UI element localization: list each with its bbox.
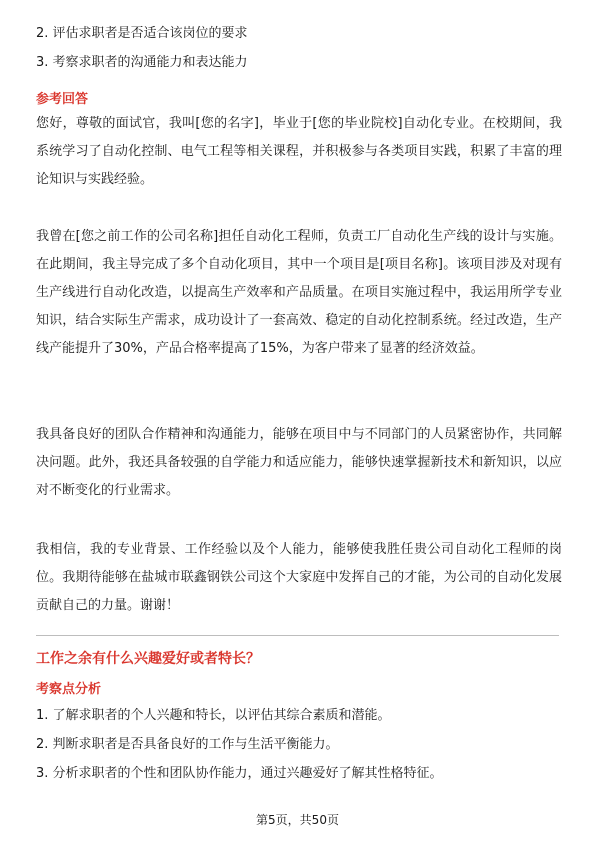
page-indicator: 第5页，共50页: [256, 813, 339, 827]
answer-paragraph-1: 您好，尊敬的面试官，我叫[您的名字]，毕业于[您的毕业院校]自动化专业。在校期间，我系统学习了自动化控制、电气工程等相关课程，并积极参与各类项目实践，积累了丰富的理论知识与实践经验。: [36, 116, 562, 187]
analysis-point-1: 1. 了解求职者的个人兴趣和特长，以评估其综合素质和潜能。: [36, 708, 391, 723]
question-title: 工作之余有什么兴趣爱好或者特长？: [36, 651, 260, 667]
prev-point-2: 2. 评估求职者是否适合该岗位的要求: [36, 26, 248, 41]
answer-paragraph-3: 我具备良好的团队合作精神和沟通能力，能够在项目中与不同部门的人员紧密协作，共同解决问题。此外，我还具备较强的自学能力和适应能力，能够快速掌握新技术和新知识，以应对不断变化的行业需求。: [36, 427, 562, 498]
analysis-point-2: 2. 判断求职者是否具备良好的工作与生活平衡能力。: [36, 737, 339, 752]
answer-label: 参考回答: [36, 92, 89, 107]
answer-paragraph-2: 我曾在[您之前工作的公司名称]担任自动化工程师，负责工厂自动化生产线的设计与实施。在此期间，我主导完成了多个自动化项目，其中一个项目是[项目名称]。该项目涉及对现有生产线进行自动化改造，以提高生产效率和产品质量。在项目实施过程中，我运用所学专业知识，结合实际生产需求，成功设计了一套高效、稳定的自动化控制系统。经过改造，生产线产能提升了30%，产品合格率提高了15%，为客户带来了显著的经济效益。: [36, 229, 562, 356]
analysis-point-3: 3. 分析求职者的个性和团队协作能力，通过兴趣爱好了解其性格特征。: [36, 766, 443, 781]
analysis-label: 考察点分析: [36, 682, 102, 697]
prev-point-3: 3. 考察求职者的沟通能力和表达能力: [36, 55, 248, 70]
section-divider: [36, 635, 559, 636]
answer-paragraph-4: 我相信，我的专业背景、工作经验以及个人能力，能够使我胜任贵公司自动化工程师的岗位。我期待能够在盐城市联鑫钢铁公司这个大家庭中发挥自己的才能，为公司的自动化发展贡献自己的力量。谢谢！: [36, 542, 562, 613]
